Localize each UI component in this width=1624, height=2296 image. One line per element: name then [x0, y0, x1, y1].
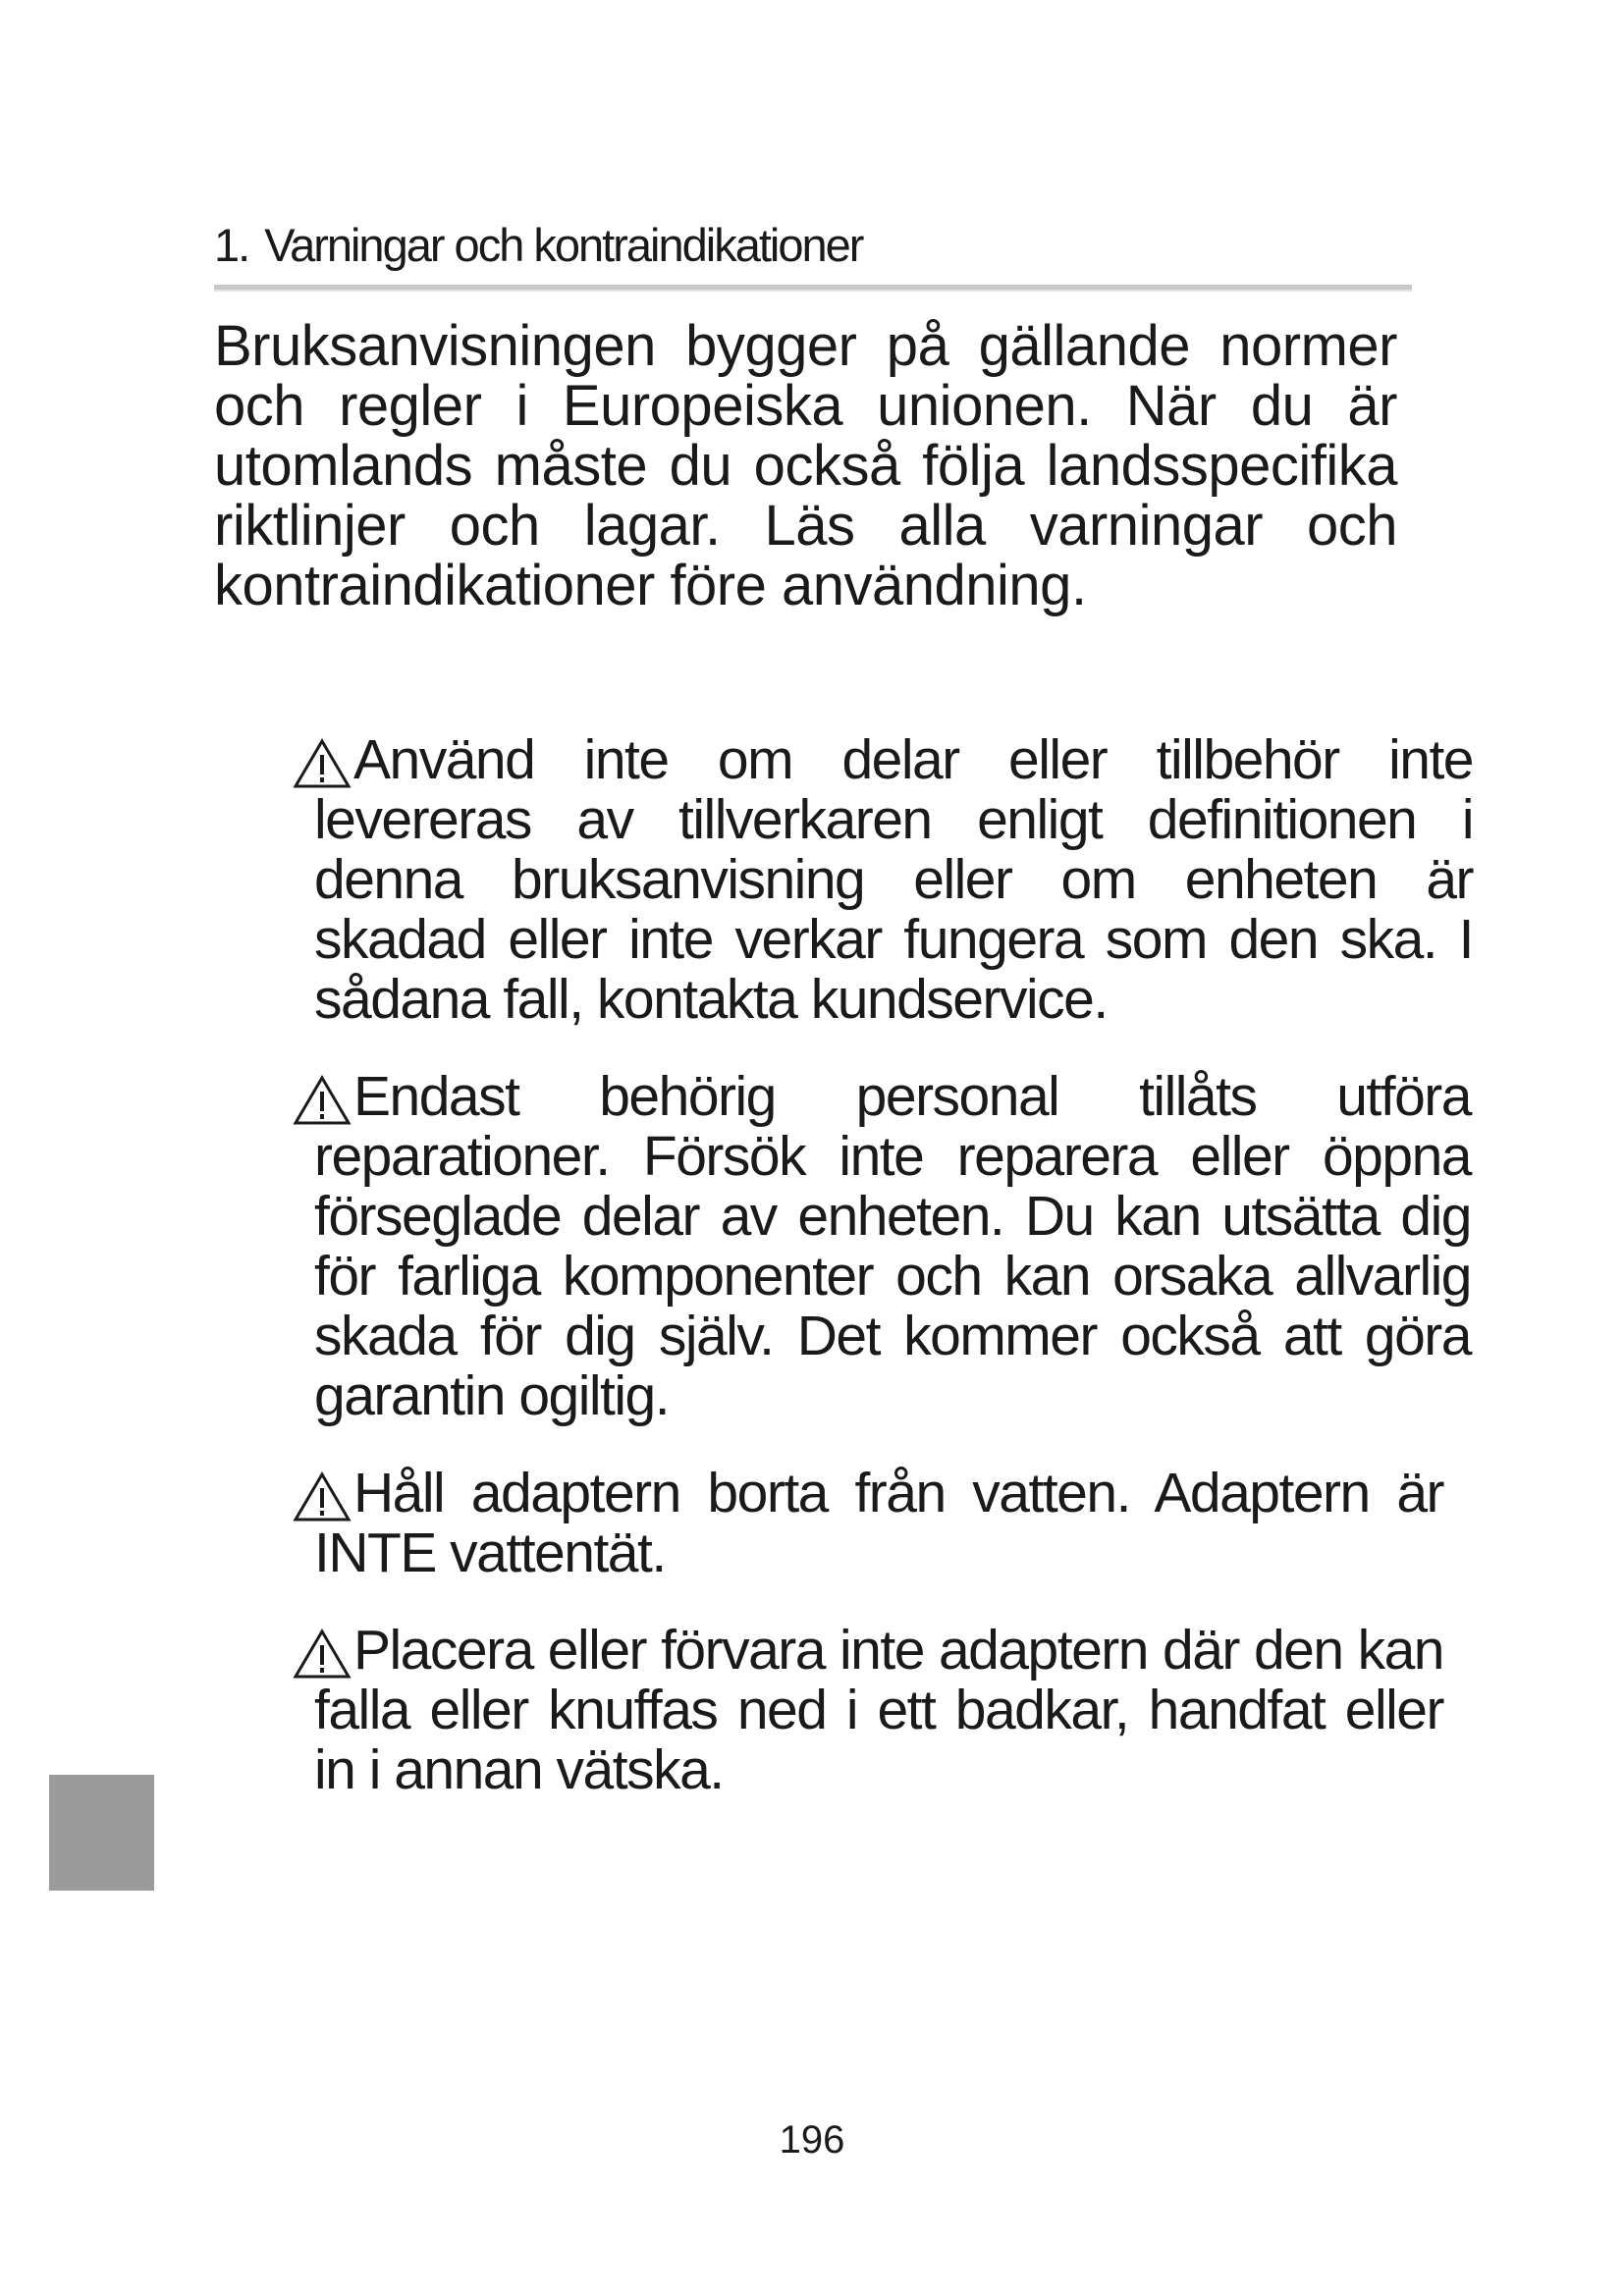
warning-text: Placera eller förvara inte adaptern där den kan falla eller knuffas ned i ett badkar, handfat eller in i annan vätska.: [314, 1619, 1443, 1801]
intro-paragraph: Bruksanvisningen bygger på gällande normer och regler i Europeiska unionen. När du är utomlands måste du också följa landsspecifika riktlinjer och lagar. Läs alla varningar och kontraindikationer före användning.: [214, 314, 1397, 617]
heading-divider: [214, 285, 1412, 292]
section-number: 1.: [214, 219, 249, 271]
section-heading: [214, 216, 1412, 275]
warning-item: [293, 1464, 1443, 1583]
warning-list: [293, 730, 1471, 1838]
page-number: 196: [779, 2118, 845, 2162]
warning-item: [293, 1621, 1443, 1800]
warning-item: [293, 730, 1473, 1030]
warning-text: Endast behörig personal tillåts utföra reparationer. Försök inte reparera eller öppna förseglade delar av enheten. Du kan utsätta dig för farliga komponenter och kan orsaka allvarlig skada för dig själv. Det kommer också att göra garantin ogiltig.: [314, 1065, 1471, 1427]
section-title: Varningar och kontraindikationer: [264, 219, 863, 271]
warning-triangle-icon: [293, 1629, 352, 1680]
warning-triangle-icon: [293, 1075, 352, 1126]
warning-text: Använd inte om delar eller tillbehör inte levereras av tillverkaren enligt definitionen i denna bruksanvisning eller om enheten är skadad eller inte verkar fungera som den ska. I sådana fall, kontakta kundservice.: [314, 728, 1473, 1031]
warning-triangle-icon: [293, 1471, 352, 1522]
warning-text: Håll adaptern borta från vatten. Adaptern är INTE vattentät.: [314, 1462, 1443, 1584]
warning-item: [293, 1067, 1471, 1426]
side-tab-marker: [49, 1775, 154, 1891]
warning-triangle-icon: [293, 738, 352, 789]
